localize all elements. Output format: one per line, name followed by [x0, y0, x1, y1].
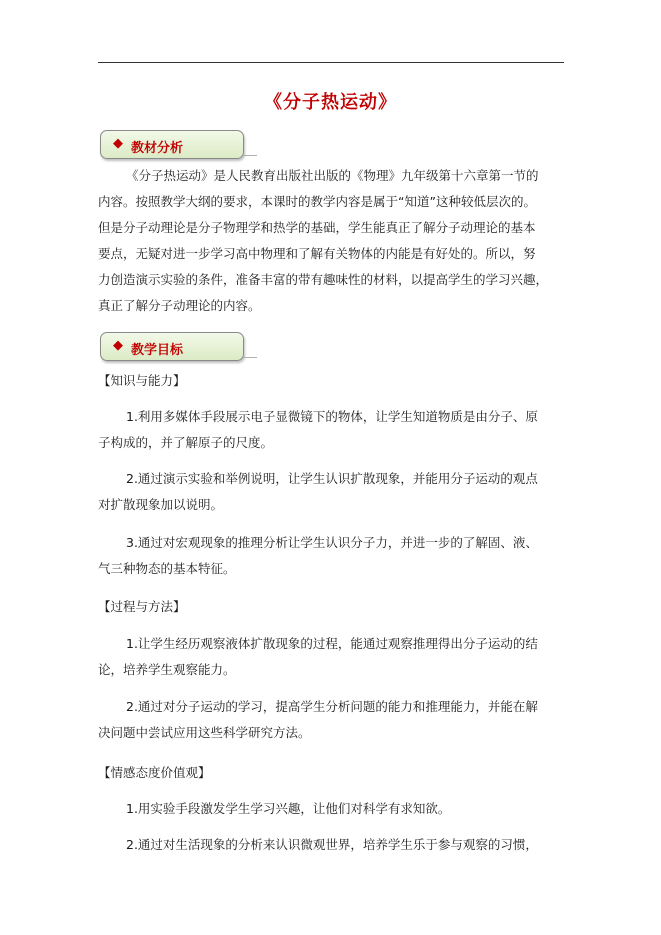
process-item-1 — [98, 631, 564, 683]
item-line: 对扩散现象加以说明。 — [98, 497, 224, 512]
document-title: 《分子热运动》 — [264, 92, 397, 113]
section-heading-label: 教材分析 — [131, 141, 184, 156]
diamond-bullet-icon: ◆ — [113, 136, 123, 151]
item-line: 3.通过对宏观现象的推理分析让学生认识分子力，并进一步的了解固、液、 — [126, 535, 538, 550]
textbook-analysis-paragraph — [98, 163, 564, 319]
section-heading-teaching-goals — [100, 332, 244, 361]
item-line: 2.通过演示实验和举例说明，让学生认识扩散现象，并能用分子运动的观点 — [126, 471, 538, 486]
paragraph-line: 内容。按照教学大纲的要求，本课时的教学内容是属于“知道”这种较低层次的。 — [98, 194, 536, 209]
item-line: 决问题中尝试应用这些科学研究方法。 — [98, 725, 311, 740]
emotion-item-2 — [98, 832, 564, 858]
process-heading: 【过程与方法】 — [98, 599, 186, 614]
paragraph-line: 但是分子动理论是分子物理学和热学的基础，学生能真正了解分子动理论的基本 — [98, 220, 536, 235]
item-line: 论，培养学生观察能力。 — [98, 662, 236, 677]
diamond-bullet-icon: ◆ — [113, 338, 123, 353]
knowledge-item-2 — [98, 466, 564, 518]
knowledge-item-3 — [98, 530, 564, 582]
process-item-2 — [98, 694, 564, 746]
item-line: 子构成的，并了解原子的尺度。 — [98, 435, 274, 450]
item-line: 1.利用多媒体手段展示电子显微镜下的物体，让学生知道物质是由分子、原 — [126, 409, 538, 424]
header-rule — [98, 62, 564, 63]
section-heading-textbook-analysis — [100, 130, 244, 159]
knowledge-item-1 — [98, 404, 564, 456]
emotion-item-1 — [98, 796, 564, 822]
item-line: 1.用实验手段激发学生学习兴趣，让他们对科学有求知欲。 — [126, 801, 451, 816]
paragraph-line: 《分子热运动》是人民教育出版社出版的《物理》九年级第十六章第一节的 — [126, 168, 539, 183]
section-heading-label: 教学目标 — [131, 343, 184, 358]
item-line: 2.通过对分子运动的学习，提高学生分析问题的能力和推理能力，并能在解 — [126, 699, 538, 714]
paragraph-line: 力创造演示实验的条件，准备丰富的带有趣味性的材料，以提高学生的学习兴趣， — [98, 272, 549, 287]
knowledge-heading: 【知识与能力】 — [98, 373, 186, 388]
item-line: 气三种物态的基本特征。 — [98, 561, 236, 576]
emotion-heading: 【情感态度价值观】 — [98, 765, 211, 780]
item-line: 1.让学生经历观察液体扩散现象的过程，能通过观察推理得出分子运动的结 — [126, 636, 538, 651]
paragraph-line: 真正了解分子动理论的内容。 — [98, 298, 261, 313]
item-line: 2.通过对生活现象的分析来认识微观世界，培养学生乐于参与观察的习惯， — [126, 837, 538, 852]
paragraph-line: 要点，无疑对进一步学习高中物理和了解有关物体的内能是有好处的。所以，努 — [98, 246, 536, 261]
